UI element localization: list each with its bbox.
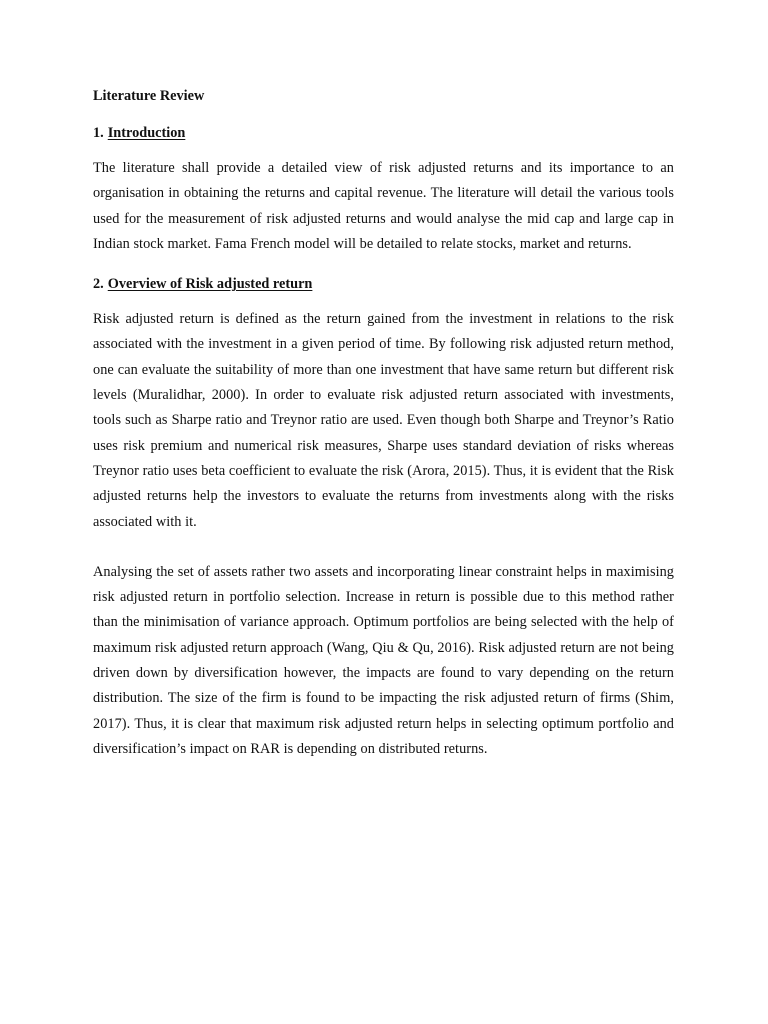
section-number: 1. xyxy=(93,125,104,141)
section-heading xyxy=(93,274,674,294)
document-page xyxy=(93,86,674,762)
section-introduction xyxy=(93,123,674,257)
document-title: Literature Review xyxy=(93,88,205,104)
paragraph: The literature shall provide a detailed view of risk adjusted returns and its importance to an organisation in obtaining the returns and capital revenue. The literature will detail the various tools used for the measurement of risk adjusted returns and would analyse the mid cap and large cap in Indian stock market. Fama French model will be detailed to relate stocks, market and returns. xyxy=(93,160,674,252)
paragraph: Risk adjusted return is defined as the return gained from the investment in relations to the risk associated with the investment in a given period of time. By following risk adjusted return method, one can evaluate the suitability of more than one investment that have same return but different risk levels (Muralidhar, 2000). In order to evaluate risk adjusted return associated with investments, tools such as Sharpe ratio and Treynor ratio are used. Even though both Sharpe and Treynor’s Ratio uses risk premium and numerical risk measures, Sharpe uses standard deviation of risks whereas Treynor ratio uses beta coefficient to evaluate the risk (Arora, 2015). Thus, it is evident that the Risk adjusted returns help the investors to evaluate the returns from investments along with the risks associated with it. xyxy=(93,311,674,530)
paragraph: Analysing the set of assets rather two assets and incorporating linear constraint helps in maximising risk adjusted return in portfolio selection. Increase in return is possible due to this method rather than the minimisation of variance approach. Optimum portfolios are being selected with the help of maximum risk adjusted return approach (Wang, Qiu & Qu, 2016). Risk adjusted return are not being driven down by diversification however, the impacts are found to vary depending on the return distribution. The size of the firm is found to be impacting the risk adjusted return of firms (Shim, 2017). Thus, it is clear that maximum risk adjusted return helps in selecting optimum portfolio and diversification’s impact on RAR is depending on distributed returns. xyxy=(93,563,674,757)
section-heading-text: Introduction xyxy=(107,125,186,141)
section-number: 2. xyxy=(93,276,104,293)
section-overview-risk-adjusted-return xyxy=(93,274,674,762)
section-heading xyxy=(93,123,674,143)
section-heading-text: Overview of Risk adjusted return xyxy=(107,276,313,293)
